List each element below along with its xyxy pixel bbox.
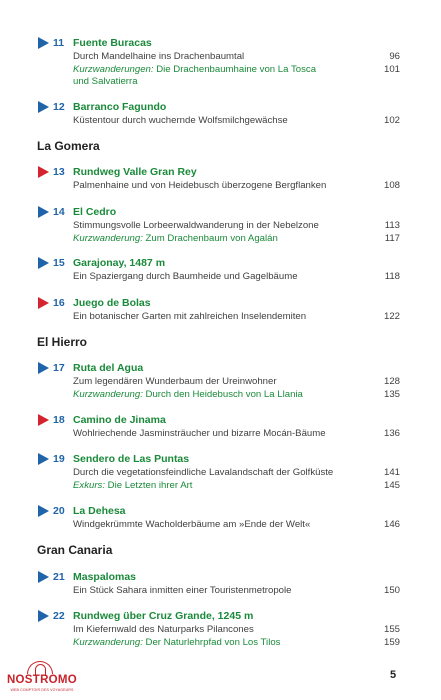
logo-name: NOSTROMO xyxy=(6,674,78,686)
toc-entry-22 xyxy=(38,609,400,649)
entry-number: 12 xyxy=(53,101,65,113)
entry-number: 14 xyxy=(53,206,65,218)
entry-sub-text: Zum Drachenbaum von Agalán xyxy=(142,232,278,244)
triangle-marker-icon xyxy=(38,505,49,517)
entry-description: Stimmungsvolle Lorbeerwaldwanderung in der Nebelzone xyxy=(73,220,319,231)
triangle-marker-icon xyxy=(38,297,49,309)
triangle-marker-icon xyxy=(38,101,49,113)
entry-sub-label: Kurzwanderung: xyxy=(73,388,143,400)
toc-entry-16 xyxy=(38,296,400,324)
region-heading-gran-canaria: Gran Canaria xyxy=(37,543,113,557)
entry-page: 141 xyxy=(383,467,400,478)
entry-line xyxy=(73,233,400,246)
entry-number: 15 xyxy=(53,257,65,269)
entry-description: Im Kiefernwald des Naturparks Pilancones xyxy=(73,624,254,635)
triangle-marker-icon xyxy=(38,414,49,426)
entry-page: 146 xyxy=(383,519,400,530)
entry-title: Sendero de Las Puntas xyxy=(73,453,190,465)
entry-page: 145 xyxy=(383,479,400,491)
toc-entry-12 xyxy=(38,100,400,128)
entry-description: Ein Spaziergang durch Baumheide und Gagelbäume xyxy=(73,271,298,282)
entry-page: 122 xyxy=(383,311,400,322)
entry-description: Palmenhaine und von Heidebusch überzogene Bergflanken xyxy=(73,180,327,191)
entry-line xyxy=(73,76,400,89)
entry-description: Wohlriechende Jasminsträucher und bizarre Mocán-Bäume xyxy=(73,428,326,439)
entry-number: 22 xyxy=(53,610,65,622)
entry-title: El Cedro xyxy=(73,206,117,218)
entry-title: Garajonay, 1487 m xyxy=(73,257,166,269)
entry-line xyxy=(73,180,400,193)
entry-title: Rundweg Valle Gran Rey xyxy=(73,166,197,178)
entry-number: 11 xyxy=(53,37,65,49)
entry-page: 135 xyxy=(383,388,400,400)
entry-number: 18 xyxy=(53,414,65,426)
entry-sub-label: Kurzwanderung: xyxy=(73,232,143,244)
entry-description: Ein botanischer Garten mit zahlreichen Inselendemiten xyxy=(73,311,307,322)
entry-description: Durch Mandelhaine ins Drachenbaumtal xyxy=(73,51,245,62)
entry-description: Windgekrümmte Wacholderbäume am »Ende der Welt« xyxy=(73,519,311,530)
entry-line xyxy=(73,624,400,637)
region-heading-la-gomera: La Gomera xyxy=(37,139,100,153)
entry-page: 155 xyxy=(383,624,400,635)
entry-page: 102 xyxy=(383,115,400,126)
entry-description: Zum legendären Wunderbaum der Ureinwohner xyxy=(73,376,277,387)
entry-line xyxy=(73,311,400,324)
toc-entry-11 xyxy=(38,36,400,89)
entry-page: 159 xyxy=(383,636,400,648)
entry-line xyxy=(73,585,400,598)
entry-line xyxy=(73,428,400,441)
entry-number: 13 xyxy=(53,166,65,178)
entry-title: Ruta del Agua xyxy=(73,362,144,374)
triangle-marker-icon xyxy=(38,206,49,218)
entry-number: 19 xyxy=(53,453,65,465)
toc-entry-19 xyxy=(38,452,400,492)
entry-title: Maspalomas xyxy=(73,571,137,583)
entry-page: 113 xyxy=(384,220,400,231)
page-number: 5 xyxy=(390,669,397,681)
region-heading-el-hierro: El Hierro xyxy=(37,335,88,349)
entry-number: 20 xyxy=(53,505,65,517)
entry-number: 21 xyxy=(53,571,65,583)
entry-number: 16 xyxy=(53,297,65,309)
triangle-marker-icon xyxy=(38,37,49,49)
triangle-marker-icon xyxy=(38,362,49,374)
entry-sub-text: und Salvatierra xyxy=(73,76,138,87)
entry-line xyxy=(73,480,400,493)
entry-title: Juego de Bolas xyxy=(73,297,151,309)
toc-entry-18 xyxy=(38,413,400,441)
entry-title: Camino de Jinama xyxy=(73,414,166,426)
entry-title: Rundweg über Cruz Grande, 1245 m xyxy=(73,610,254,622)
entry-page: 118 xyxy=(384,271,400,282)
entry-line xyxy=(73,51,400,64)
triangle-marker-icon xyxy=(38,453,49,465)
entry-description: Küstentour durch wuchernde Wolfsmilchgewächse xyxy=(73,115,288,126)
entry-title: Fuente Buracas xyxy=(73,37,152,49)
logo-tagline: WEB COMPTOIR DES VOYAGEURS xyxy=(10,688,74,692)
entry-page: 136 xyxy=(383,428,400,439)
entry-sub-label: Kurzwanderungen: xyxy=(73,63,154,75)
entry-page: 101 xyxy=(383,63,400,75)
entry-title: La Dehesa xyxy=(73,505,126,517)
entry-line xyxy=(73,467,400,480)
entry-page: 96 xyxy=(389,51,400,62)
triangle-marker-icon xyxy=(38,571,49,583)
nostromo-logo xyxy=(4,661,80,697)
entry-description: Durch die vegetationsfeindliche Lavalandschaft der Golfküste xyxy=(73,467,334,478)
entry-line xyxy=(73,115,400,128)
toc-entry-17 xyxy=(38,361,400,401)
entry-page: 128 xyxy=(383,376,400,387)
toc-entry-15 xyxy=(38,256,400,284)
entry-line xyxy=(73,519,400,532)
toc-entry-13 xyxy=(38,165,400,193)
entry-sub-text: Die Drachenbaumhaine von La Tosca xyxy=(153,63,317,75)
entry-sub-text: Durch den Heidebusch von La Llania xyxy=(142,388,303,400)
entry-page: 150 xyxy=(383,585,400,596)
entry-title: Barranco Fagundo xyxy=(73,101,167,113)
entry-line xyxy=(73,220,400,233)
toc-entry-21 xyxy=(38,570,400,598)
entry-number: 17 xyxy=(53,362,65,374)
entry-description: Ein Stück Sahara inmitten einer Touristenmetropole xyxy=(73,585,292,596)
entry-page: 117 xyxy=(384,232,400,244)
triangle-marker-icon xyxy=(38,166,49,178)
triangle-marker-icon xyxy=(38,610,49,622)
toc-entry-20 xyxy=(38,504,400,532)
entry-line xyxy=(73,389,400,402)
entry-line xyxy=(73,271,400,284)
triangle-marker-icon xyxy=(38,257,49,269)
entry-page: 108 xyxy=(383,180,400,191)
entry-line xyxy=(73,376,400,389)
entry-line xyxy=(73,64,400,77)
toc-entry-14 xyxy=(38,205,400,245)
globe-icon xyxy=(27,661,53,674)
entry-line xyxy=(73,637,400,650)
entry-sub-label: Exkurs: xyxy=(73,479,105,491)
entry-sub-label: Kurzwanderung: xyxy=(73,636,143,648)
entry-sub-text: Der Naturlehrpfad von Los Tilos xyxy=(142,636,281,648)
entry-sub-text: Die Letzten ihrer Art xyxy=(105,479,193,491)
